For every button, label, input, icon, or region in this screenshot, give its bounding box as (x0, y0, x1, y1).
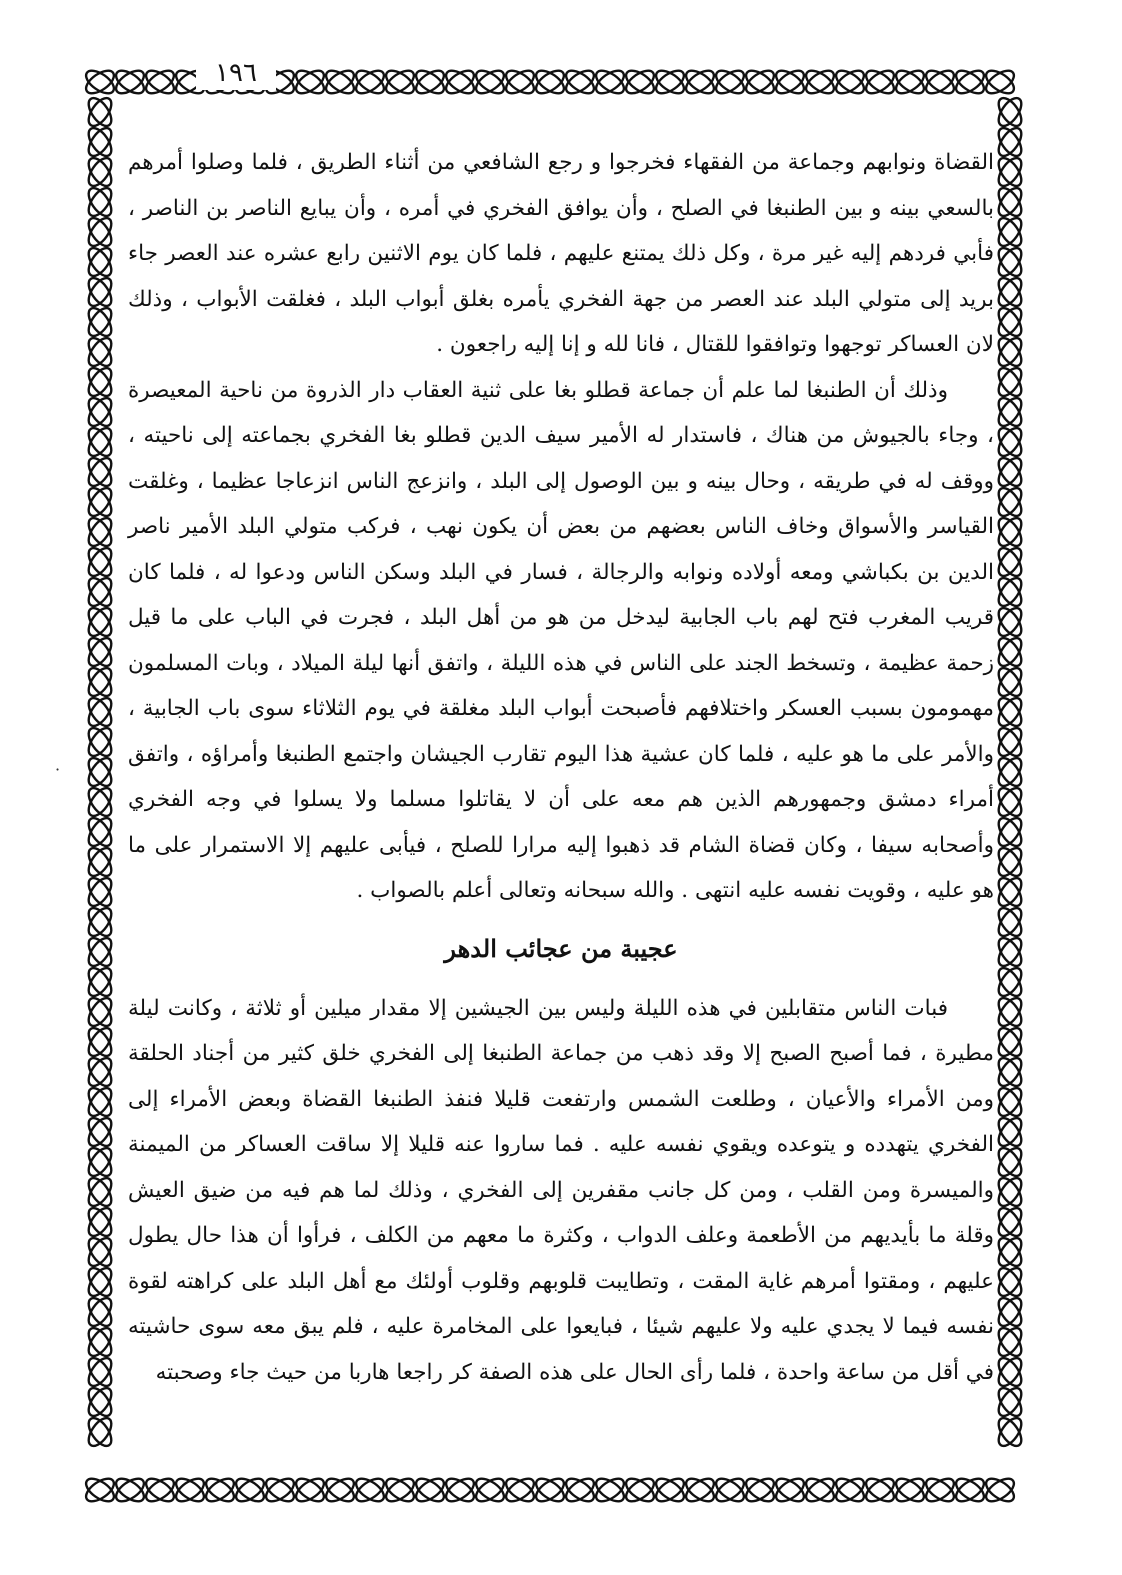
paragraph-2: وذلك أن الطنبغا لما علم أن جماعة قطلو بغا على ثنية العقاب دار الذروة من ناحية المعيصرة ، وجاء بالجيوش من هناك ، فاستدار له الأمير سيف الدين قطلو بغا الفخري بجماعته إلى ناحيته ، ووقف له في طريقه ، وحال بينه و بين الوصول إلى البلد ، وانزعج الناس انزعاجا عظيما ، وغلقت القياسر والأسواق وخاف الناس بعضهم من بعض أن يكون نهب ، فركب متولي البلد الأمير ناصر الدين بن بكباشي ومعه أولاده ونوابه والرجالة ، فسار في البلد وسكن الناس ودعوا له ، فلما كان قريب المغرب فتح لهم باب الجابية ليدخل من هو من أهل البلد ، فجرت في الباب على ما قيل زحمة عظيمة ، وتسخط الجند على الناس في هذه الليلة ، واتفق أنها ليلة الميلاد ، وبات المسلمون مهمومون بسبب العسكر واختلافهم فأصبحت أبواب البلد مغلقة في يوم الثلاثاء سوى باب الجابية ، والأمر على ما هو عليه ، فلما كان عشية هذا اليوم تقارب الجيشان واجتمع الطنبغا وأمراؤه ، واتفق أمراء دمشق وجمهورهم الذين هم معه على أن لا يقاتلوا مسلما ولا يسلوا في وجه الفخري وأصحابه سيفا ، وكان قضاة الشام قد ذهبوا إليه مرارا للصلح ، فيأبى عليهم إلا الاستمرار على ما هو عليه ، وقويت نفسه عليه انتهى . والله سبحانه وتعالى أعلم بالصواب . (128, 377, 995, 903)
margin-dot: · (55, 760, 61, 779)
paragraph-3: فبات الناس متقابلين في هذه الليلة وليس بين الجيشين إلا مقدار ميلين أو ثلاثة ، وكانت ليلة مطيرة ، فما أصبح الصبح إلا وقد ذهب من جماعة الطنبغا إلى الفخري خلق كثير من أجناد الحلقة ومن الأمراء والأعيان ، وطلعت الشمس وارتفعت قليلا فنفذ الطنبغا القضاة وبعض الأمراء إلى الفخري يتهدده و يتوعده ويقوي نفسه عليه . فما ساروا عنه قليلا إلا ساقت العساكر من الميمنة والميسرة ومن القلب ، ومن كل جانب مقفرين إلى الفخري ، وذلك لما هم فيه من ضيق العيش وقلة ما بأيديهم من الأطعمة وعلف الدواب ، وكثرة ما معهم من الكلف ، فرأوا أن هذا حال يطول عليهم ، ومقتوا أمرهم غاية المقت ، وتطايبت قلوبهم وقلوب أولئك مع أهل البلد على كراهته لقوة نفسه فيما لا يجدي عليه ولا عليهم شيئا ، فبايعوا على المخامرة عليه ، فلم يبق معه سوى حاشيته في أقل من ساعة واحدة ، فلما رأى الحال على هذه الصفة كر راجعا هاربا من حيث جاء وصحبته (128, 995, 994, 1385)
page-number: ١٩٦ (196, 56, 276, 90)
paragraph-1: القضاة ونوابهم وجماعة من الفقهاء فخرجوا و رجع الشافعي من أثناء الطريق ، فلما وصلوا أمرهم بالسعي بينه و بين الطنبغا في الصلح ، وأن يوافق الفخري في أمره ، وأن يبايع الناصر بن الناصر ، فأبي فردهم إليه غير مرة ، وكل ذلك يمتنع عليهم ، فلما كان يوم الاثنين رابع عشره عند العصر جاء بريد إلى متولي البلد عند العصر من جهة الفخري يأمره بغلق أبواب البلد ، فغلقت الأبواب ، وذلك لان العساكر توجهوا وتوافقوا للقتال ، فانا لله و إنا إليه راجعون . (128, 150, 994, 357)
page-body (128, 140, 994, 1460)
section-heading: عجيبة من عجائب الدهر (444, 933, 678, 963)
